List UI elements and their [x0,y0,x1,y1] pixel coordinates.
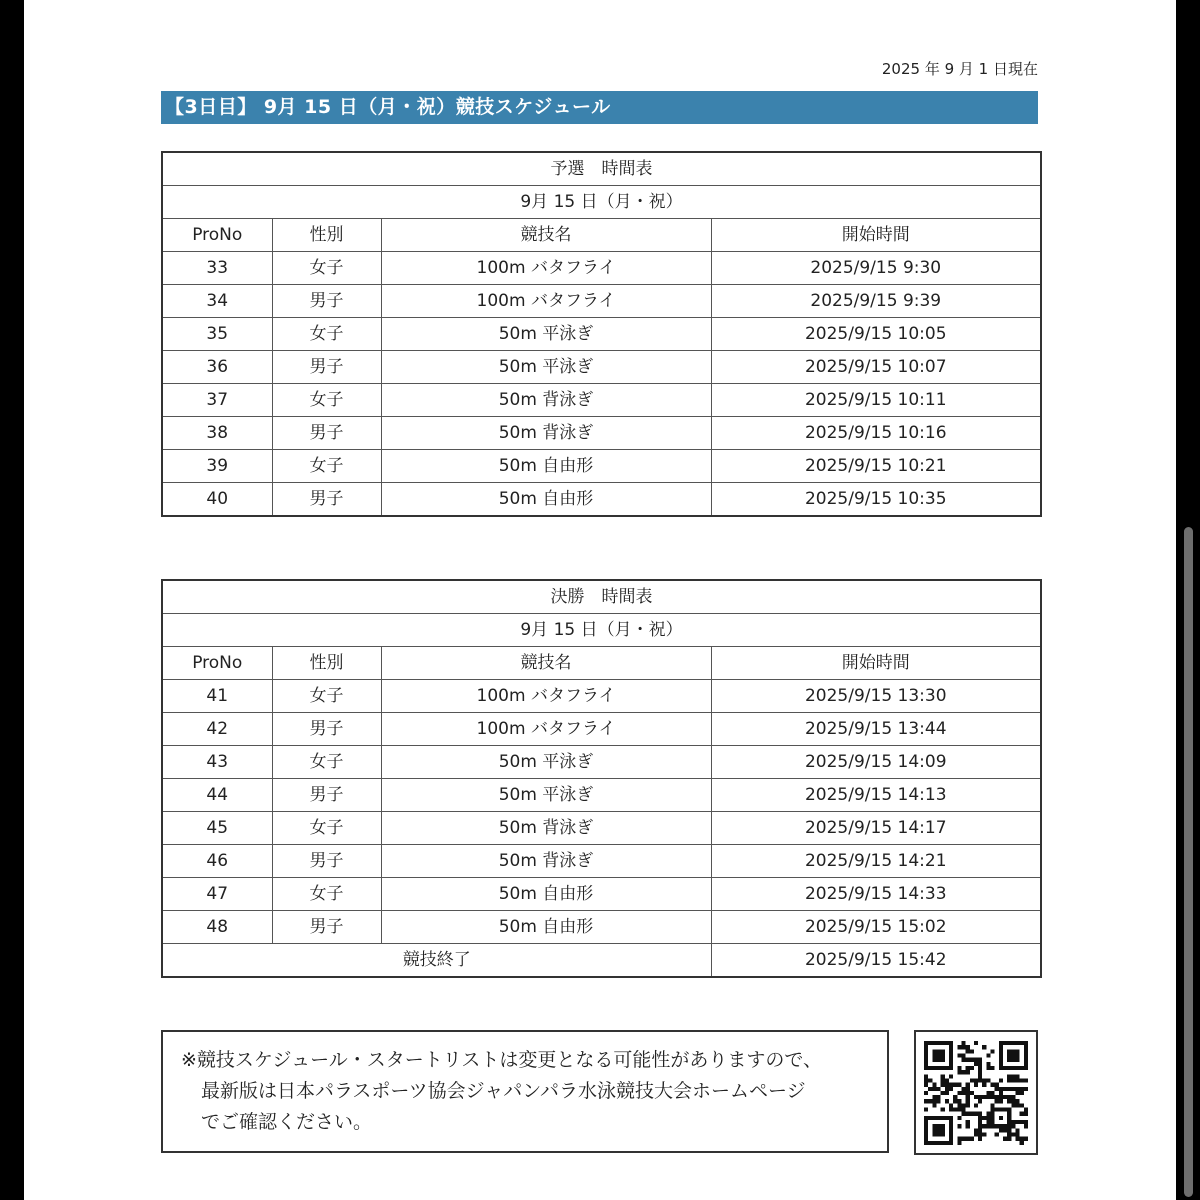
col-header-event: 競技名 [381,219,711,252]
qr-code[interactable] [914,1030,1038,1155]
cell-sex: 男子 [272,483,381,517]
cell-sex: 女子 [272,746,381,779]
table-row [162,713,1041,746]
cell-start-time: 2025/9/15 10:11 [711,384,1041,417]
cell-prono: 44 [162,779,272,812]
col-header-start-time: 開始時間 [711,647,1041,680]
table-row [162,417,1041,450]
cell-prono: 36 [162,351,272,384]
cell-prono: 48 [162,911,272,944]
cell-sex: 女子 [272,384,381,417]
cell-event: 100m バタフライ [381,680,711,713]
table-row [162,911,1041,944]
cell-event: 50m 自由形 [381,483,711,517]
cell-start-time: 2025/9/15 10:05 [711,318,1041,351]
col-header-prono: ProNo [162,219,272,252]
notice-line-1: ※競技スケジュール・スタートリストは変更となる可能性がありますので、 [181,1049,823,1071]
cell-start-time: 2025/9/15 14:21 [711,845,1041,878]
cell-event: 50m 背泳ぎ [381,812,711,845]
cell-start-time: 2025/9/15 13:30 [711,680,1041,713]
cell-prono: 34 [162,285,272,318]
cell-event: 50m 背泳ぎ [381,384,711,417]
cell-event: 50m 自由形 [381,911,711,944]
cell-prono: 45 [162,812,272,845]
cell-event: 50m 自由形 [381,878,711,911]
cell-event: 50m 平泳ぎ [381,779,711,812]
cell-sex: 男子 [272,713,381,746]
cell-start-time: 2025/9/15 14:13 [711,779,1041,812]
table-row [162,812,1041,845]
cell-start-time: 2025/9/15 14:17 [711,812,1041,845]
cell-sex: 男子 [272,911,381,944]
table-row [162,351,1041,384]
prelim-date: 9月 15 日（月・祝） [162,186,1041,219]
cell-start-time: 2025/9/15 13:44 [711,713,1041,746]
cell-event: 50m 平泳ぎ [381,746,711,779]
table-row [162,285,1041,318]
table-row [162,878,1041,911]
cell-prono: 46 [162,845,272,878]
table-date-row [162,186,1041,219]
end-time: 2025/9/15 15:42 [711,944,1041,978]
cell-start-time: 2025/9/15 9:30 [711,252,1041,285]
cell-event: 100m バタフライ [381,285,711,318]
as-of-date: 2025 年 9 月 1 日現在 [881,60,1038,78]
cell-start-time: 2025/9/15 9:39 [711,285,1041,318]
document-page [24,0,1176,1200]
notice-box [161,1030,889,1153]
cell-prono: 35 [162,318,272,351]
table-row [162,384,1041,417]
cell-sex: 男子 [272,417,381,450]
cell-prono: 33 [162,252,272,285]
col-header-start-time: 開始時間 [711,219,1041,252]
prelim-schedule-table [161,151,1042,517]
cell-sex: 女子 [272,878,381,911]
table-row [162,318,1041,351]
cell-event: 50m 背泳ぎ [381,845,711,878]
cell-start-time: 2025/9/15 10:16 [711,417,1041,450]
table-row [162,252,1041,285]
cell-prono: 39 [162,450,272,483]
qr-code-icon [924,1041,1028,1145]
cell-start-time: 2025/9/15 14:09 [711,746,1041,779]
table-row [162,450,1041,483]
cell-event: 100m バタフライ [381,713,711,746]
col-header-event: 競技名 [381,647,711,680]
notice-line-2: 最新版は日本パラスポーツ協会ジャパンパラ水泳競技大会ホームページ [201,1080,806,1102]
table-header-row [162,647,1041,680]
cell-start-time: 2025/9/15 10:07 [711,351,1041,384]
cell-event: 50m 平泳ぎ [381,318,711,351]
cell-sex: 男子 [272,779,381,812]
table-title-row [162,580,1041,614]
final-schedule-table [161,579,1042,978]
cell-sex: 男子 [272,285,381,318]
table-row [162,845,1041,878]
col-header-sex: 性別 [272,219,381,252]
col-header-sex: 性別 [272,647,381,680]
cell-prono: 47 [162,878,272,911]
table-row [162,483,1041,517]
cell-event: 50m 平泳ぎ [381,351,711,384]
cell-start-time: 2025/9/15 10:35 [711,483,1041,517]
final-title: 決勝 時間表 [162,580,1041,614]
cell-start-time: 2025/9/15 10:21 [711,450,1041,483]
table-row [162,746,1041,779]
cell-event: 100m バタフライ [381,252,711,285]
cell-sex: 女子 [272,252,381,285]
cell-sex: 女子 [272,318,381,351]
col-header-prono: ProNo [162,647,272,680]
cell-sex: 女子 [272,680,381,713]
final-rows [162,680,1041,944]
cell-prono: 42 [162,713,272,746]
cell-sex: 女子 [272,450,381,483]
cell-start-time: 2025/9/15 14:33 [711,878,1041,911]
cell-start-time: 2025/9/15 15:02 [711,911,1041,944]
cell-event: 50m 背泳ぎ [381,417,711,450]
cell-prono: 37 [162,384,272,417]
scrollbar[interactable] [1184,527,1193,1197]
cell-event: 50m 自由形 [381,450,711,483]
cell-prono: 38 [162,417,272,450]
end-row [162,944,1041,978]
table-row [162,680,1041,713]
table-date-row [162,614,1041,647]
cell-prono: 41 [162,680,272,713]
prelim-rows [162,252,1041,517]
cell-sex: 男子 [272,845,381,878]
prelim-title: 予選 時間表 [162,152,1041,186]
end-label: 競技終了 [162,944,711,978]
cell-prono: 43 [162,746,272,779]
section-title: 【3日目】 9月 15 日（月・祝）競技スケジュール [161,91,1038,124]
final-date: 9月 15 日（月・祝） [162,614,1041,647]
table-row [162,779,1041,812]
table-header-row [162,219,1041,252]
table-title-row [162,152,1041,186]
cell-sex: 男子 [272,351,381,384]
cell-sex: 女子 [272,812,381,845]
cell-prono: 40 [162,483,272,517]
notice-line-3: でご確認ください。 [201,1111,373,1133]
